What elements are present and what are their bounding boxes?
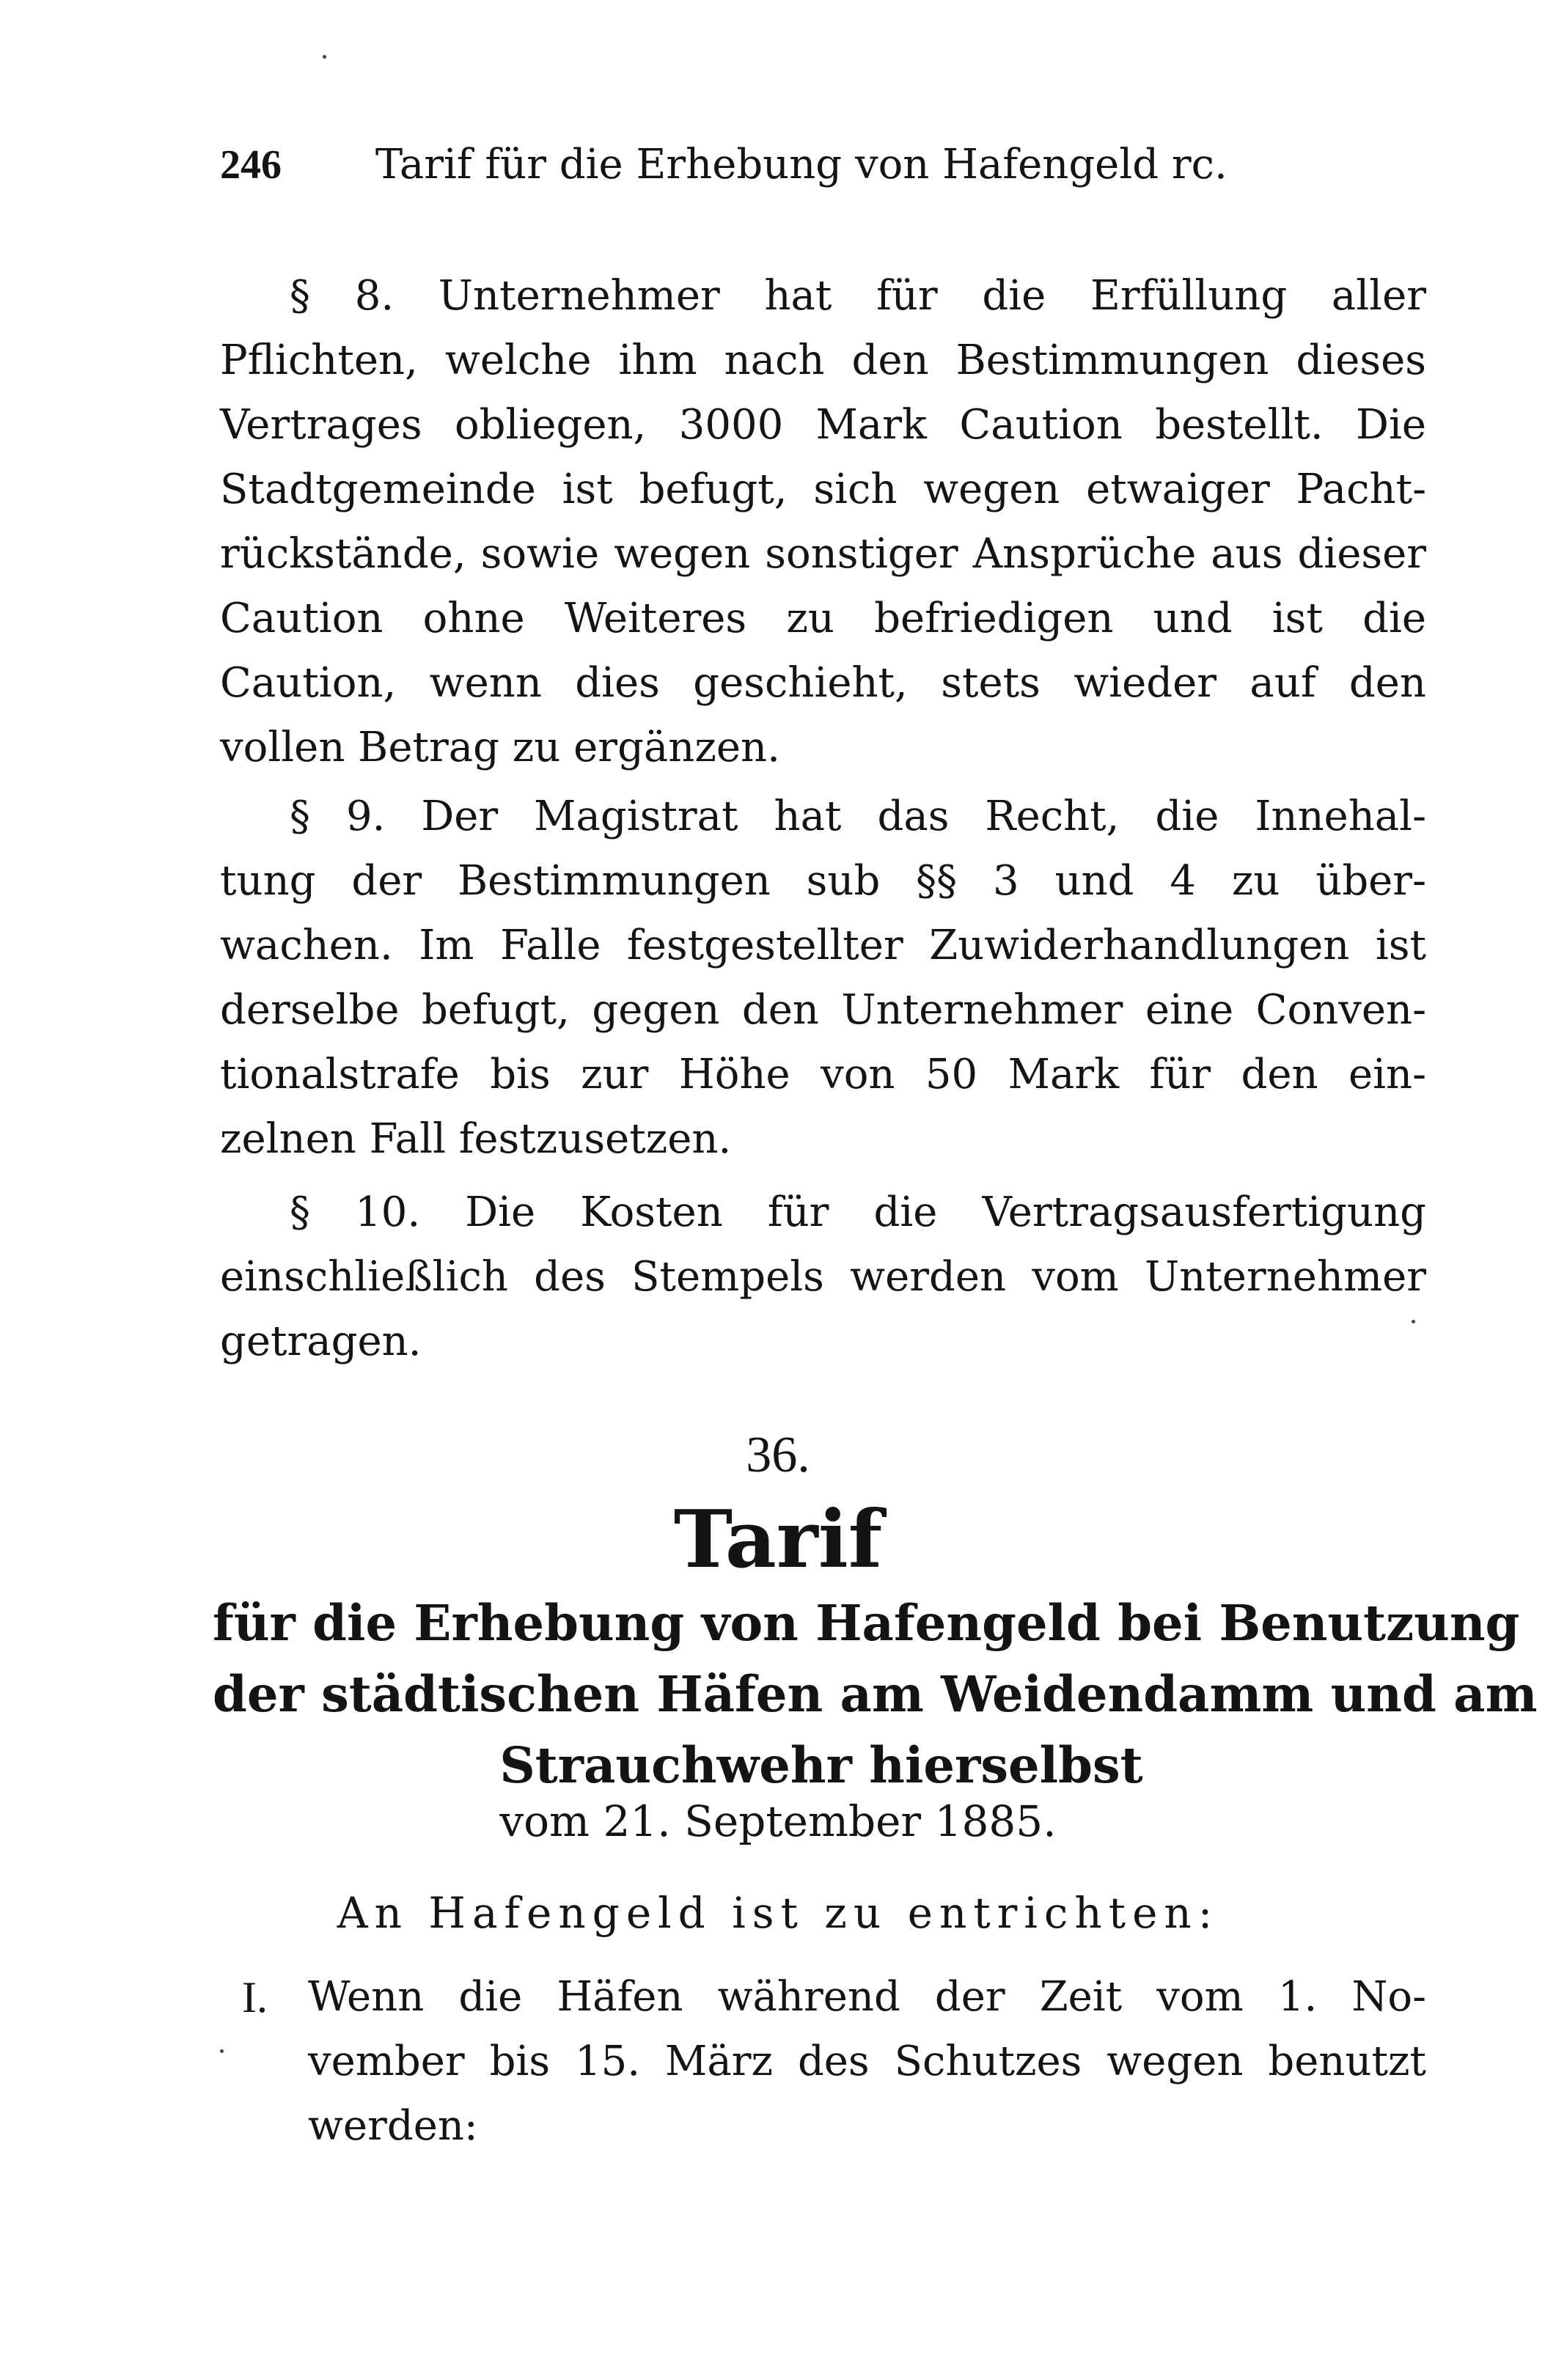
paragraph-line: Pflichten, welche ihm nach den Bestimmungen dieses — [220, 337, 1426, 384]
subtitle-line: der städtischen Häfen am Weidendamm und am — [213, 1665, 1538, 1723]
print-speck — [1412, 1320, 1415, 1323]
tariff-item-line: vember bis 15. März des Schutzes wegen benutzt — [308, 2038, 1426, 2085]
subtitle-line: für die Erhebung von Hafengeld bei Benutzung — [213, 1594, 1520, 1652]
paragraph-line: § 10. Die Kosten für die Vertragsausfertigung — [290, 1189, 1426, 1236]
print-speck — [323, 55, 326, 59]
paragraph-section-8 — [220, 264, 1426, 780]
subtitle-line: Strauchwehr hierselbst — [499, 1736, 1143, 1794]
paragraph-line: tung der Bestimmungen sub §§ 3 und 4 zu über- — [220, 857, 1426, 905]
tariff-item-body — [308, 1965, 1426, 2159]
tariff-item-marker: I. — [242, 1973, 268, 2021]
paragraph-line: einschließlich des Stempels werden vom Unternehmer — [220, 1253, 1426, 1301]
running-title: Tarif für die Erhebung von Hafengeld rc. — [375, 141, 1227, 188]
paragraph-line: § 9. Der Magistrat hat das Recht, die Innehal- — [290, 793, 1426, 840]
paragraph-line: getragen. — [220, 1318, 422, 1365]
document-date: vom 21. September 1885. — [499, 1796, 1057, 1846]
paragraph-line: tionalstrafe bis zur Höhe von 50 Mark für den ein- — [220, 1051, 1426, 1098]
paragraph-section-9 — [220, 785, 1426, 1172]
paragraph-line: Vertrages obliegen, 3000 Mark Caution bestellt. Die — [220, 401, 1426, 449]
page-header — [220, 136, 1247, 194]
paragraph-line: Caution ohne Weiteres zu befriedigen und ist die — [220, 595, 1426, 642]
paragraph-line: zelnen Fall festzusetzen. — [220, 1115, 732, 1163]
print-speck — [220, 2049, 224, 2053]
paragraph-line: derselbe befugt, gegen den Unternehmer eine Conven- — [220, 986, 1426, 1034]
paragraph-line: rückstände, sowie wegen sonstiger Ansprüche aus dieser — [220, 530, 1426, 578]
tariff-item-line: Wenn die Häfen während der Zeit vom 1. No- — [308, 1973, 1426, 2021]
paragraph-section-10 — [220, 1180, 1426, 1374]
paragraph-line: Caution, wenn dies geschieht, stets wieder auf den — [220, 659, 1426, 707]
document-title: Tarif — [673, 1494, 883, 1586]
document-subtitle — [213, 1587, 1538, 1801]
paragraph-line: vollen Betrag zu ergänzen. — [220, 724, 780, 771]
tariff-item — [220, 1965, 1426, 2159]
section-number: 36. — [746, 1427, 810, 1483]
paragraph-line: Stadtgemeinde ist befugt, sich wegen etwaiger Pacht- — [220, 466, 1426, 513]
page-number: 246 — [220, 142, 282, 188]
tariff-item-line: werden: — [308, 2102, 478, 2150]
tariff-intro: An Hafengeld ist zu entrichten: — [337, 1888, 1219, 1938]
paragraph-line: § 8. Unternehmer hat für die Erfüllung aller — [290, 272, 1426, 320]
paragraph-line: wachen. Im Falle festgestellter Zuwiderhandlungen ist — [220, 922, 1426, 969]
